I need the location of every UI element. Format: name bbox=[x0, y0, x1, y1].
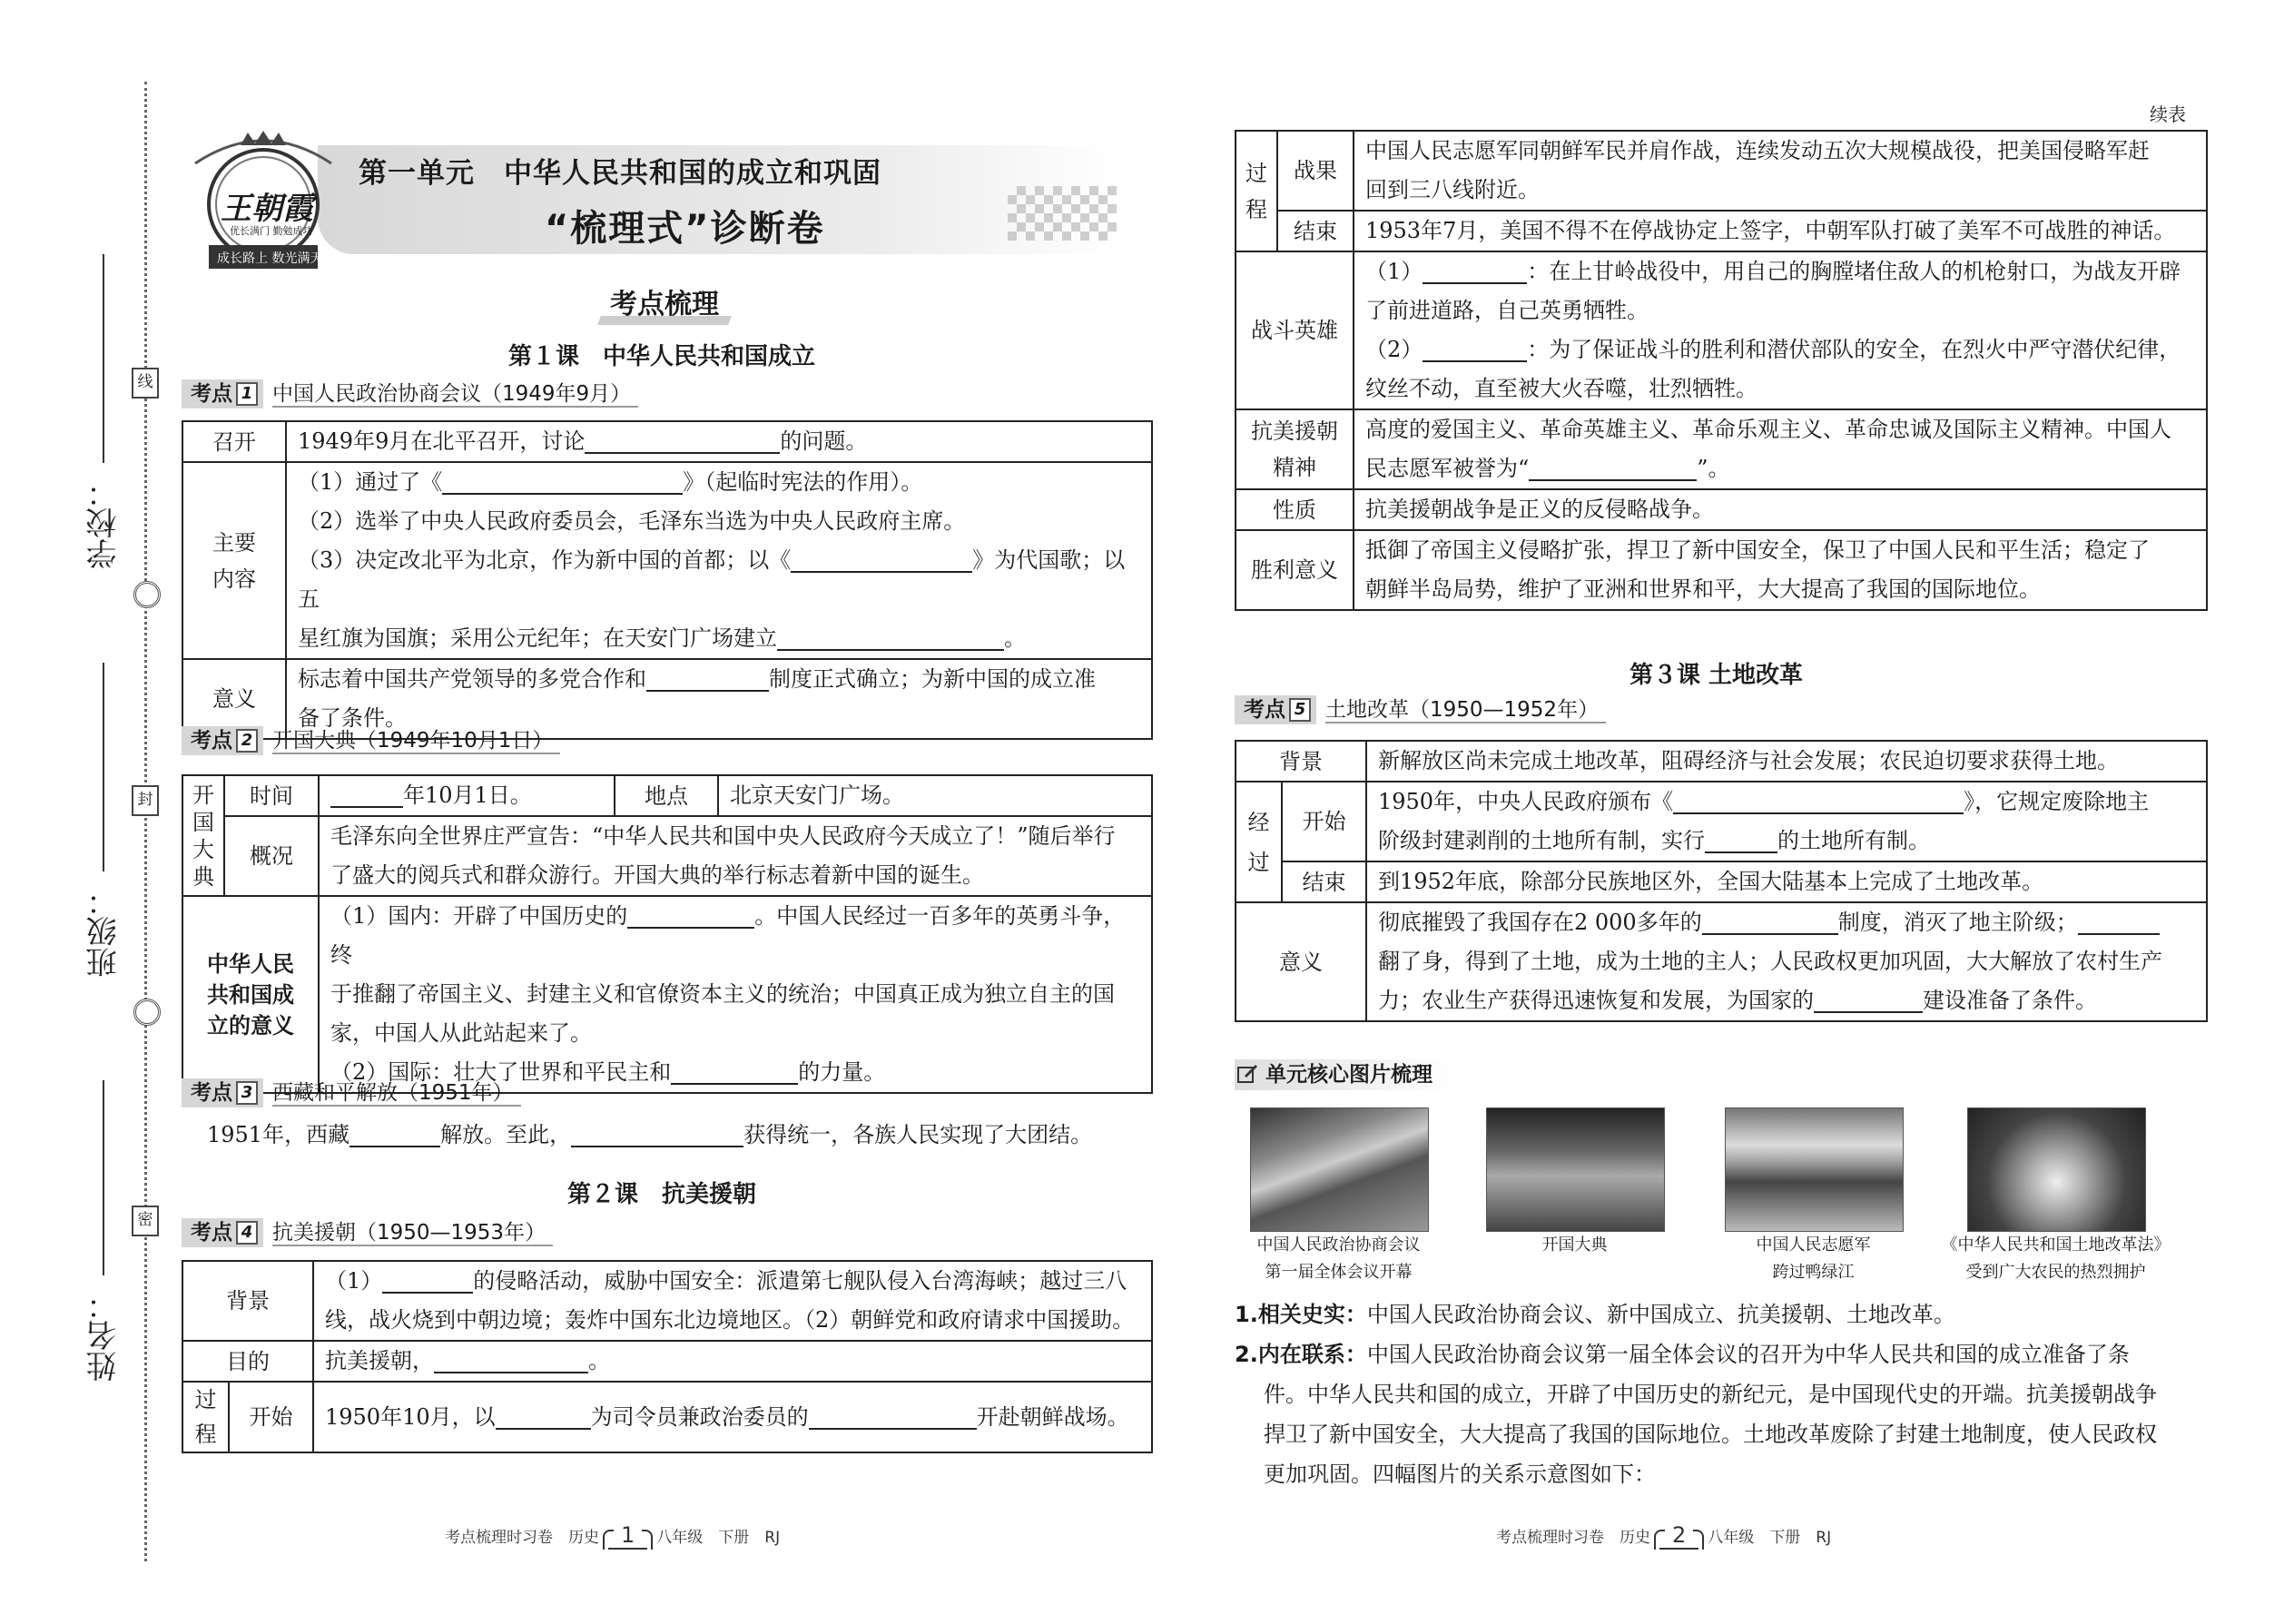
continued-label: 续表 bbox=[2150, 103, 2186, 125]
table-cell: 抗美援朝， 。 bbox=[313, 1341, 1152, 1382]
row-header: 目的 bbox=[182, 1341, 313, 1382]
kp-2-table bbox=[182, 774, 1153, 1094]
class-field[interactable] bbox=[103, 663, 104, 871]
kp-5-table bbox=[1235, 740, 2208, 1022]
brand-logo bbox=[177, 127, 350, 281]
photo-founding-ceremony bbox=[1486, 1107, 1665, 1232]
section-title: 考点梳理 bbox=[610, 281, 719, 321]
row-header: 结束 bbox=[1277, 211, 1354, 251]
row-header: 过 程 bbox=[182, 1382, 229, 1452]
row-header: 意义 bbox=[1236, 902, 1366, 1021]
row-header: 开 国 大 典 bbox=[182, 775, 224, 896]
table-cell: （1）国内：开辟了中国历史的 。中国人民经过一百多年的英勇斗争，终 于推翻了帝国主义、封建主义和官僚资本主义的统治；中国真正成为独立自主的国 家，中国人从此站起来了。 （2）国际：壮大了世界和平民主和 的力量。 bbox=[319, 896, 1152, 1093]
brand-slogan: 优长满门 勤勉成功 bbox=[230, 225, 313, 237]
table-cell: （1）通过了《 》（起临时宪法的作用）。 （2）选举了中央人民政府委员会，毛泽东当选为中央人民政府主席。 （3）决定改北平为北京，作为新中国的首都；以《 》为代国歌；以五 星红旗为国旗；采用公元纪年；在天安门广场建立 。 bbox=[286, 462, 1152, 659]
answer-blank[interactable] bbox=[1529, 452, 1697, 481]
table-cell: 中国人民志愿军同朝鲜军民并肩作战，连续发动五次大规模战役，把美国侵略军赶 回到三八线附近。 bbox=[1354, 131, 2207, 211]
edit-icon bbox=[1236, 1064, 1260, 1086]
note-related-facts: 1.相关史实：中国人民政治协商会议、新中国成立、抗美援朝、土地改革。 bbox=[1235, 1302, 1955, 1327]
row-header: 中华人民 共和国成 立的意义 bbox=[182, 896, 319, 1093]
mark-mi: 密 bbox=[132, 1206, 159, 1236]
class-label: 班级： bbox=[86, 885, 123, 978]
table-cell: 年10月1日。 bbox=[319, 775, 615, 816]
answer-blank[interactable] bbox=[382, 1265, 473, 1294]
kp-4-heading: 考点 4 抗美援朝（1950—1953年） bbox=[182, 1218, 553, 1247]
row-header: 开始 bbox=[229, 1382, 313, 1452]
answer-blank[interactable] bbox=[777, 622, 1004, 651]
table-cell: 1949年9月在北平召开，讨论 的问题。 bbox=[286, 421, 1152, 462]
photo-caption: 《中华人民共和国土地改革法》 受到广大农民的热烈拥护 bbox=[1941, 1235, 2171, 1282]
table-cell: 抵御了帝国主义侵略扩张，捍卫了新中国安全，保卫了中国人民和平生活；稳定了 朝鲜半岛局势，维护了亚洲和世界和平，大大提高了我国的国际地位。 bbox=[1354, 530, 2207, 610]
table-cell: 1950年，中央人民政府颁布《 》，它规定废除地主 阶级封建剥削的土地所有制，实行 的土地所有制。 bbox=[1366, 782, 2207, 861]
row-header: 经 过 bbox=[1236, 782, 1282, 902]
school-label: 学校： bbox=[86, 477, 123, 569]
kp-3-text: 1951年，西藏 解放。至此， 获得统一，各族人民实现了大团结。 bbox=[207, 1115, 1092, 1155]
row-header: 结束 bbox=[1282, 861, 1366, 902]
kp-1-table bbox=[182, 420, 1153, 740]
photo-caption: 中国人民志愿军 跨过鸭绿江 bbox=[1756, 1235, 1871, 1282]
kp-4-table-continued bbox=[1235, 130, 2208, 611]
table-cell: （1） 的侵略活动，威胁中国安全：派遣第七舰队侵入台湾海峡；越过三八 线，战火烧到中朝边境；轰炸中国东北边境地区。（2）朝鲜党和政府请求中国援助。 bbox=[313, 1261, 1152, 1341]
lesson-3-title: 第３课 土地改革 bbox=[1629, 662, 1804, 689]
table-cell: 抗美援朝战争是正义的反侵略战争。 bbox=[1354, 489, 2207, 530]
table-cell: 1950年10月，以 为司令员兼政治委员的 开赴朝鲜战场。 bbox=[313, 1382, 1152, 1452]
answer-blank[interactable] bbox=[791, 544, 972, 573]
answer-blank[interactable] bbox=[496, 1401, 591, 1430]
answer-blank[interactable] bbox=[585, 425, 780, 454]
lesson-2-title: 第２课 抗美援朝 bbox=[567, 1181, 757, 1208]
footer-left: 考点梳理时习卷 历史 1 八年级 下册 RJ bbox=[445, 1522, 781, 1548]
row-header: 时间 bbox=[224, 775, 319, 816]
answer-blank[interactable] bbox=[1673, 785, 1964, 814]
name-field[interactable] bbox=[103, 1080, 104, 1275]
gear-icon bbox=[133, 999, 161, 1026]
answer-blank[interactable] bbox=[442, 466, 683, 495]
answer-blank[interactable] bbox=[809, 1401, 977, 1430]
row-header: 概况 bbox=[224, 816, 319, 896]
kp-4-table bbox=[182, 1260, 1153, 1453]
binding-margin bbox=[0, 0, 159, 1624]
row-header: 抗美援朝 精神 bbox=[1236, 409, 1354, 489]
brand-name: 王朝霞 bbox=[221, 191, 313, 227]
answer-blank[interactable] bbox=[330, 779, 403, 808]
photo-crossing-yalu bbox=[1725, 1107, 1904, 1232]
paper-title: “梳理式”诊断卷 bbox=[545, 208, 825, 250]
table-cell: 1953年7月，美国不得不在停战协定上签字，中朝军队打破了美军不可战胜的神话。 bbox=[1354, 211, 2207, 251]
answer-blank[interactable] bbox=[2078, 906, 2160, 935]
page-number: 2 bbox=[1659, 1522, 1698, 1550]
photo-land-reform-law bbox=[1967, 1107, 2146, 1232]
answer-blank[interactable] bbox=[1705, 824, 1777, 853]
table-cell: 到1952年底，除部分民族地区外，全国大陆基本上完成了土地改革。 bbox=[1366, 861, 2207, 902]
kp-3-heading: 考点 3 西藏和平解放（1951年） bbox=[182, 1078, 521, 1107]
mark-feng: 封 bbox=[132, 785, 159, 816]
table-cell: 毛泽东向全世界庄严宣告：“中华人民共和国中央人民政府今天成立了！”随后举行 了盛大的阅兵式和群众游行。开国大典的举行标志着新中国的诞生。 bbox=[319, 816, 1152, 896]
answer-blank[interactable] bbox=[434, 1344, 588, 1373]
row-header: 背景 bbox=[182, 1261, 313, 1341]
answer-blank[interactable] bbox=[350, 1118, 440, 1147]
table-cell: 彻底摧毁了我国存在2 000多年的 制度，消灭了地主阶级； 翻了身，得到了土地，成为土地的主人；人民政权更加巩固，大大解放了农村生产 力；农业生产获得迅速恢复和发展，为国家的 建设准备了条件。 bbox=[1366, 902, 2207, 1021]
checker-pattern bbox=[1008, 186, 1117, 241]
page-number: 1 bbox=[608, 1522, 647, 1550]
table-cell: 标志着中国共产党领导的多党合作和 制度正式确立；为新中国的成立准 备了条件。 bbox=[286, 659, 1152, 739]
unit-title: 第一单元 中华人民共和国的成立和巩固 bbox=[359, 157, 881, 190]
gear-icon bbox=[133, 581, 161, 608]
table-cell: （1） ：在上甘岭战役中，用自己的胸膛堵住敌人的机枪射口，为战友开辟 了前进道路，自己英勇牺牲。 （2） ：为了保证战斗的胜利和潜伏部队的安全，在烈火中严守潜伏纪律， 纹丝不动，直至被大火吞噬，壮烈牺牲。 bbox=[1354, 251, 2207, 409]
table-cell: 新解放区尚未完成土地改革，阻碍经济与社会发展；农民迫切要求获得土地。 bbox=[1366, 741, 2207, 782]
table-cell: 北京天安门广场。 bbox=[718, 775, 1152, 816]
answer-blank[interactable] bbox=[1423, 333, 1527, 362]
row-header: 召开 bbox=[182, 421, 286, 462]
row-header: 胜利意义 bbox=[1236, 530, 1354, 610]
note-connection: 2.内在联系：中国人民政治协商会议第一届全体会议的召开为中华人民共和国的成立准备了条 件。中华人民共和国的成立，开辟了中国历史的新纪元，是中国现代史的开端。抗美援朝战争 捍卫了新中国安全，大大提高了我国的国际地位。土地改革废除了封建土地制度，使人民政权 更加巩固。四幅图片的关系示意图如下： bbox=[1235, 1342, 2157, 1487]
lesson-1-title: 第１课 中华人民共和国成立 bbox=[508, 343, 816, 370]
row-header: 背景 bbox=[1236, 741, 1366, 782]
mark-xian: 线 bbox=[132, 368, 159, 399]
row-header: 性质 bbox=[1236, 489, 1354, 530]
name-label: 姓名： bbox=[86, 1289, 123, 1382]
row-header: 主要 内容 bbox=[182, 462, 286, 659]
brand-motto: 成长路上 数光满天 bbox=[217, 251, 323, 266]
answer-blank[interactable] bbox=[571, 1118, 743, 1147]
photo-caption: 中国人民政治协商会议 第一届全体会议开幕 bbox=[1256, 1235, 1421, 1282]
table-cell: 高度的爱国主义、革命英雄主义、革命乐观主义、革命忠诚及国际主义精神。中国人 民志愿军被誉为“ ”。 bbox=[1354, 409, 2207, 489]
answer-blank[interactable] bbox=[1702, 906, 1838, 935]
kp-5-heading: 考点 5 土地改革（1950—1952年） bbox=[1235, 695, 1606, 724]
kp-2-heading: 考点 2 开国大典（1949年10月1日） bbox=[182, 726, 560, 755]
answer-blank[interactable] bbox=[1423, 255, 1527, 284]
photo-cppcc bbox=[1250, 1107, 1429, 1232]
answer-blank[interactable] bbox=[671, 1056, 798, 1085]
pics-section-title: 单元核心图片梳理 bbox=[1235, 1059, 1451, 1090]
answer-blank[interactable] bbox=[646, 663, 769, 692]
footer-right: 考点梳理时习卷 历史 2 八年级 下册 RJ bbox=[1496, 1522, 1832, 1548]
row-header: 过 程 bbox=[1236, 131, 1277, 251]
kp-1-heading: 考点 1 中国人民政治协商会议（1949年9月） bbox=[182, 379, 638, 408]
photo-caption: 开国大典 bbox=[1541, 1235, 1608, 1255]
row-header: 开始 bbox=[1282, 782, 1366, 861]
row-header: 地点 bbox=[615, 775, 718, 816]
answer-blank[interactable] bbox=[627, 900, 754, 929]
cut-line bbox=[144, 82, 147, 1561]
row-header: 意义 bbox=[182, 659, 286, 739]
row-header: 战斗英雄 bbox=[1236, 251, 1354, 409]
answer-blank[interactable] bbox=[1814, 984, 1923, 1013]
school-field[interactable] bbox=[103, 254, 104, 463]
row-header: 战果 bbox=[1277, 131, 1354, 211]
